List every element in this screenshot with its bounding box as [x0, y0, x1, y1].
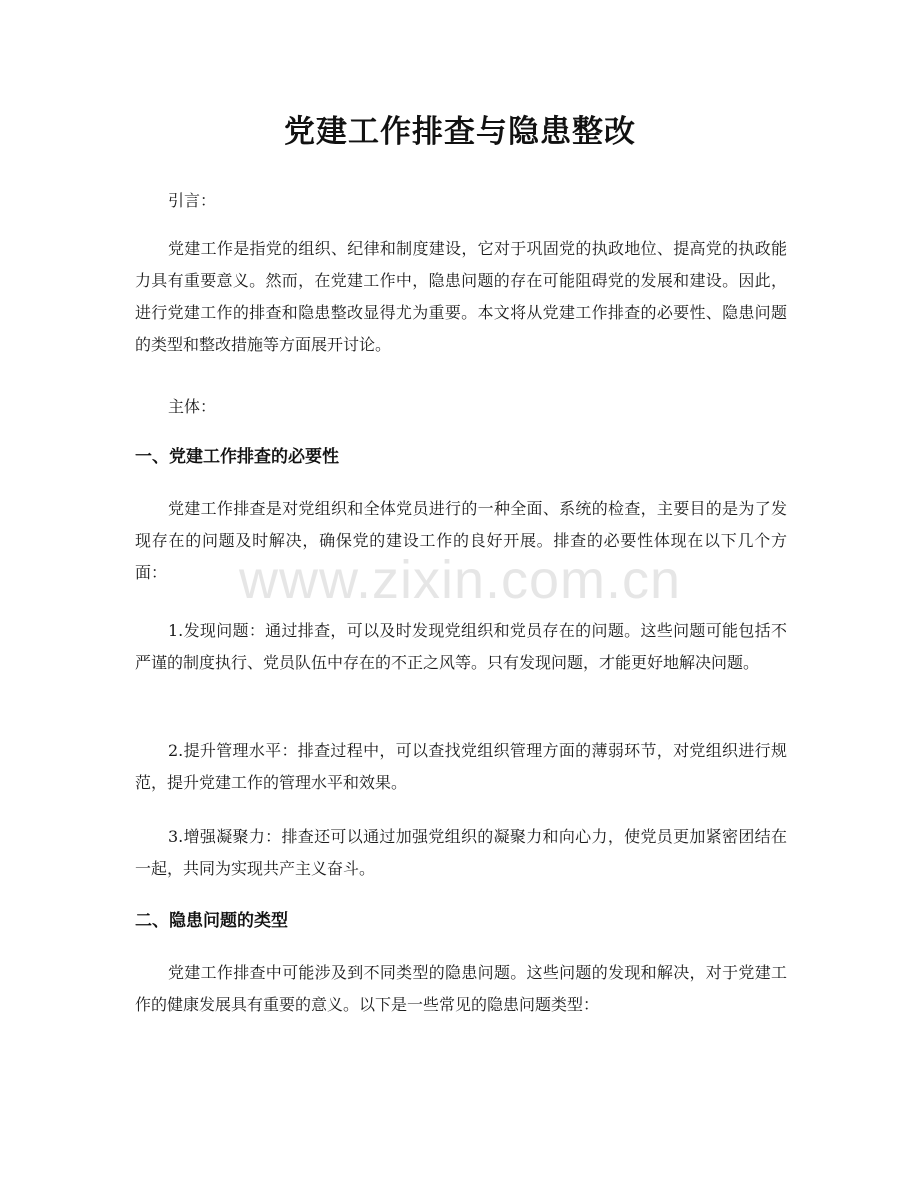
section1-paragraph: 党建工作排查是对党组织和全体党员进行的一种全面、系统的检查，主要目的是为了发现存在的问题及时解决，确保党的建设工作的良好开展。排查的必要性体现在以下几个方面： — [135, 499, 787, 582]
document-title: 党建工作排查与隐患整改 — [284, 114, 636, 150]
section2-paragraph: 党建工作排查中可能涉及到不同类型的隐患问题。这些问题的发现和解决，对于党建工作的健康发展具有重要的意义。以下是一些常见的隐患问题类型： — [135, 963, 787, 1014]
intro-label: 引言： — [168, 191, 217, 210]
watermark: www.zixin.com.cn — [238, 550, 682, 610]
list-item-discover-problems: 1.发现问题：通过排查，可以及时发现党组织和党员存在的问题。这些问题可能包括不严谨的制度执行、党员队伍中存在的不正之风等。只有发现问题，才能更好地解决问题。 — [135, 621, 787, 672]
intro-paragraph: 党建工作是指党的组织、纪律和制度建设，它对于巩固党的执政地位、提高党的执政能力具有重要意义。然而，在党建工作中，隐患问题的存在可能阻碍党的发展和建设。因此，进行党建工作的排查和隐患整改显得尤为重要。本文将从党建工作排查的必要性、隐患问题的类型和整改措施等方面展开讨论。 — [135, 239, 787, 354]
section-heading-necessity: 一、党建工作排查的必要性 — [135, 447, 339, 467]
list-item-enhance-cohesion: 3.增强凝聚力：排查还可以通过加强党组织的凝聚力和向心力，使党员更加紧密团结在一起，共同为实现共产主义奋斗。 — [135, 827, 787, 878]
body-label: 主体： — [168, 397, 217, 416]
list-item-improve-management: 2.提升管理水平：排查过程中，可以查找党组织管理方面的薄弱环节，对党组织进行规范，提升党建工作的管理水平和效果。 — [135, 741, 787, 792]
section-heading-hazard-types: 二、隐患问题的类型 — [135, 911, 288, 931]
